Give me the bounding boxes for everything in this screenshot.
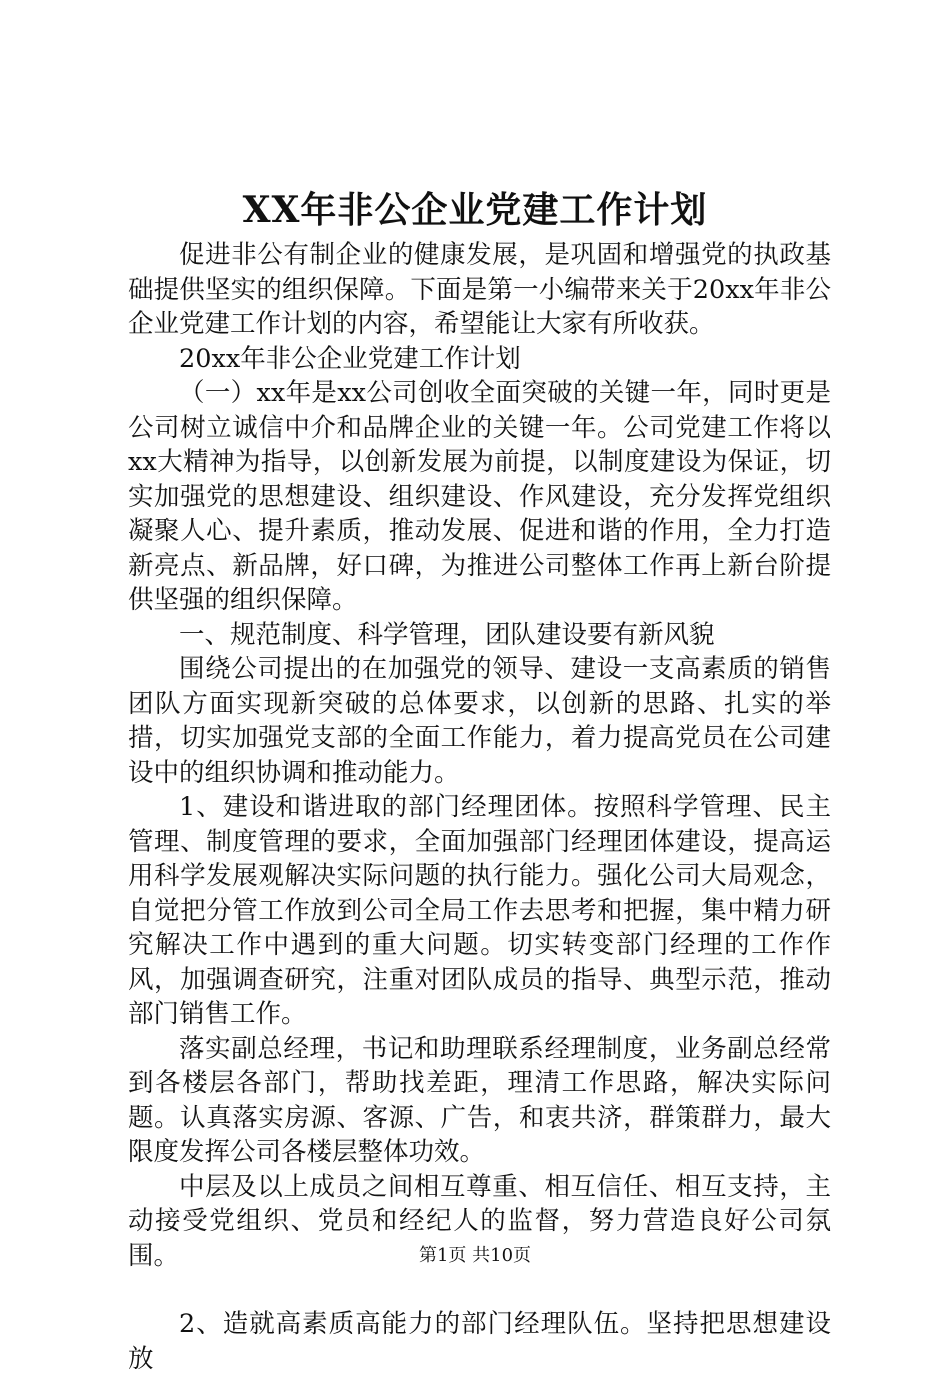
paragraph-item-one: 1、建设和谐进取的部门经理团体。按照科学管理、民主管理、制度管理的要求，全面加强部门经理团体建设，提高运用科学发展观解决实际问题的执行能力。强化公司大局观念，自觉把分管工作放到公司全局工作去思考和把握，集中精力研究解决工作中遇到的重大问题。切实转变部门经理的工作作风，加强调查研究，注重对团队成员的指导、典型示范，推动部门销售工作。 bbox=[128, 792, 831, 1029]
paragraph-manager-system: 落实副总经理，书记和助理联系经理制度，业务副总经常到各楼层各部门，帮助找差距，理清工作思路，解决实际问题。认真落实房源、客源、广告，和衷共济，群策群力，最大限度发挥公司各楼层整体功效。 bbox=[128, 1033, 831, 1167]
paragraph-gap bbox=[128, 1273, 831, 1307]
document-body bbox=[128, 238, 831, 1376]
document-title: XX年非公企业党建工作计划 bbox=[242, 189, 708, 231]
paragraph-intro: 促进非公有制企业的健康发展，是巩固和增强党的执政基础提供坚实的组织保障。下面是第一小编带来关于20xx年非公企业党建工作计划的内容，希望能让大家有所收获。 bbox=[128, 240, 831, 339]
paragraph-team-requirements: 围绕公司提出的在加强党的领导、建设一支高素质的销售团队方面实现新突破的总体要求，以创新的思路、扎实的举措，切实加强党支部的全面工作能力，着力提高党员在公司建设中的组织协调和推动能力。 bbox=[128, 654, 831, 788]
paragraph-subtitle: 20xx年非公企业党建工作计划 bbox=[179, 343, 521, 374]
paragraph-mutual-respect: 中层及以上成员之间相互尊重、相互信任、相互支持，主动接受党组织、党员和经纪人的监督，努力营造良好公司氛围。 bbox=[128, 1171, 831, 1271]
paragraph-item-two: 2、造就高素质高能力的部门经理队伍。坚持把思想建设放 bbox=[128, 1309, 831, 1374]
paragraph-heading-one: 一、规范制度、科学管理，团队建设要有新风貌 bbox=[179, 619, 715, 650]
page-footer: 第1页 共10页 bbox=[418, 1245, 532, 1266]
paragraph-section-one-intro: （一）xx年是xx公司创收全面突破的关键一年，同时更是公司树立诚信中介和品牌企业的关键一年。公司党建工作将以xx大精神为指导，以创新发展为前提，以制度建设为保证，切实加强党的思想建设、组织建设、作风建设，充分发挥党组织凝聚人心、提升素质，推动发展、促进和谐的作用，全力打造新亮点、新品牌，好口碑，为推进公司整体工作再上新台阶提供坚强的组织保障。 bbox=[128, 378, 831, 615]
